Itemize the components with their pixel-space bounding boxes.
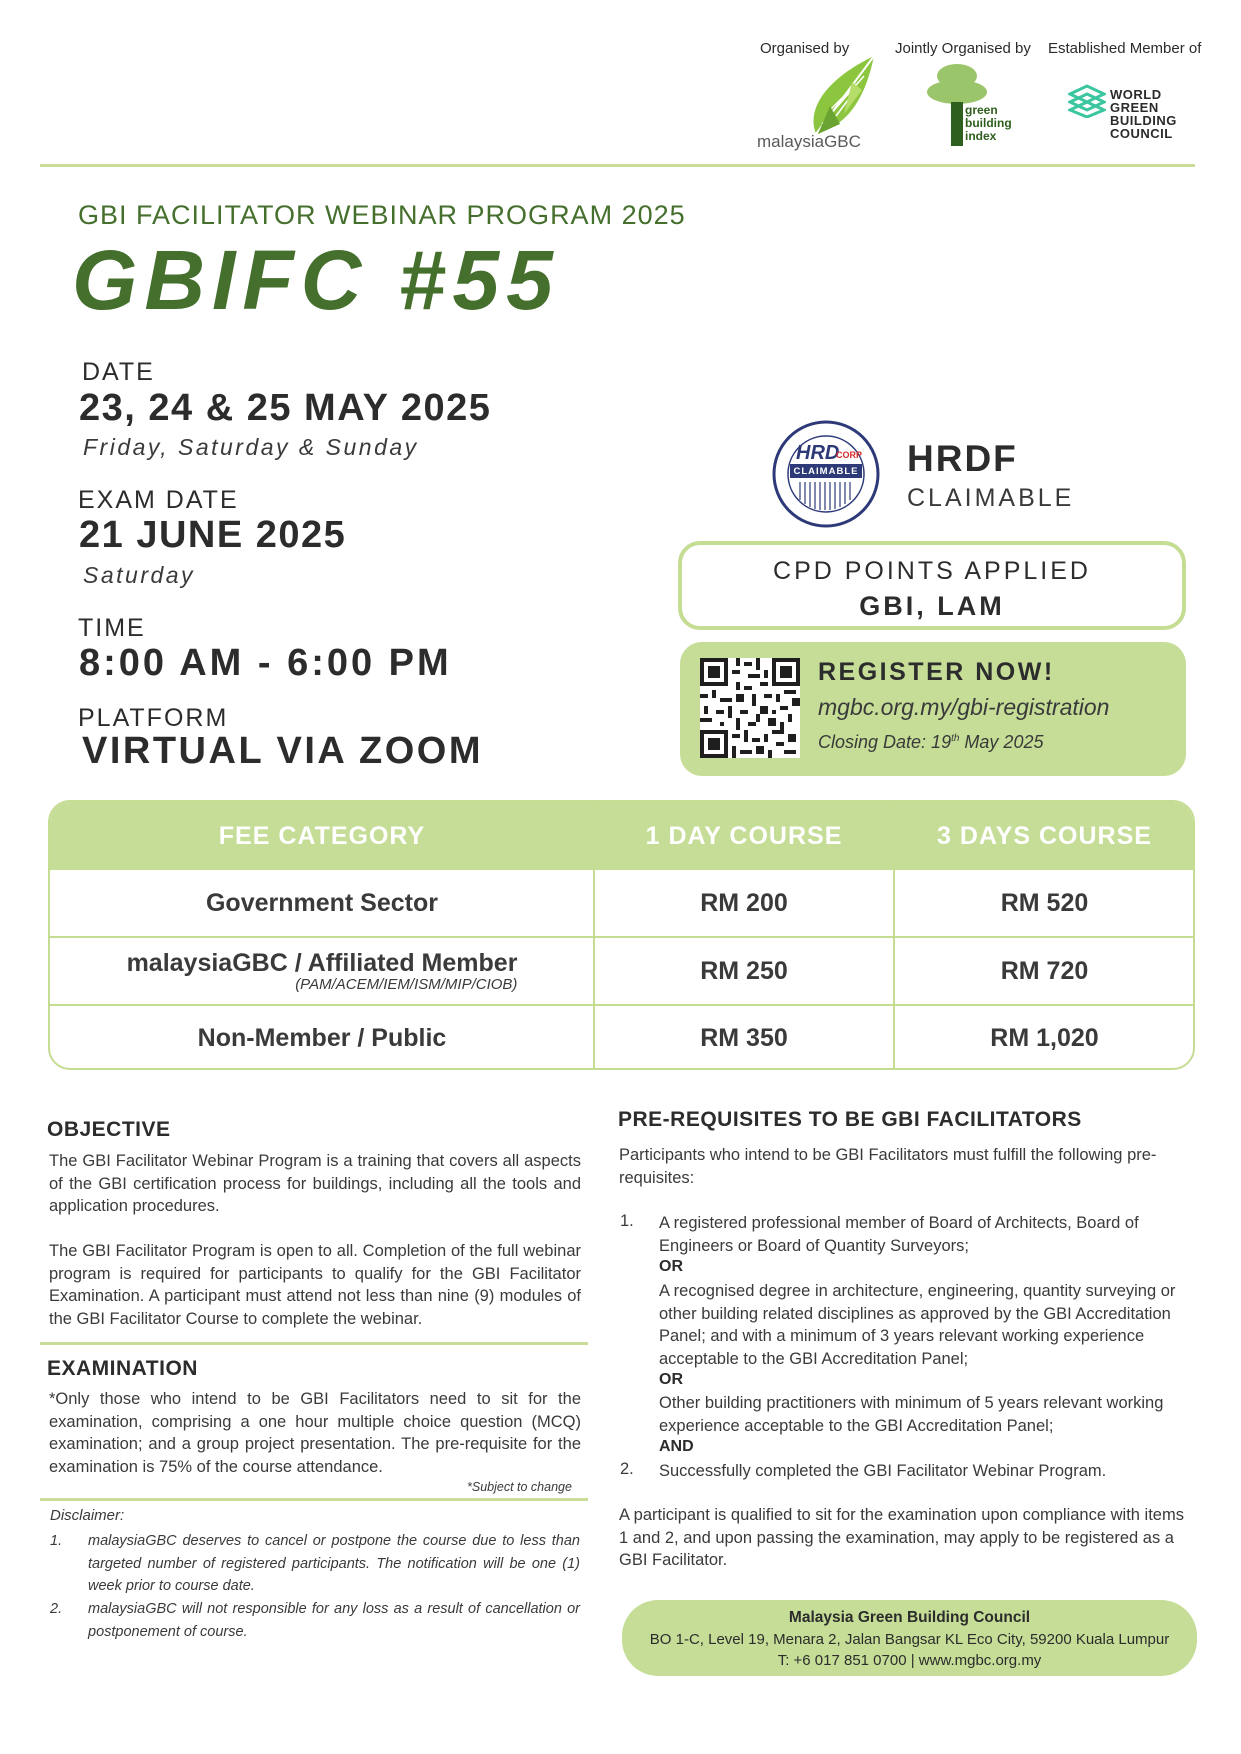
header-divider (40, 164, 1195, 167)
section-divider (40, 1342, 588, 1345)
wgbc-logo-text: WORLD GREEN BUILDING COUNCIL (1110, 87, 1177, 141)
fee-row-category: malaysiaGBC / Affiliated Member (PAM/ACEM/IEM/ISM/MIP/CIOB) (126, 949, 518, 993)
date-days: Friday, Saturday & Sunday (83, 434, 419, 460)
fee-row-three-days: RM 1,020 (990, 1023, 1099, 1052)
or-connector: OR (659, 1371, 683, 1388)
and-connector: AND (659, 1438, 694, 1455)
prerequisite-item-completed: Successfully completed the GBI Facilitator Webinar Program. (659, 1462, 1107, 1480)
event-code-title: GBIFC #55 (72, 233, 560, 327)
fee-table (48, 800, 1195, 1070)
registration-link[interactable]: mgbc.org.my/gbi-registration (818, 694, 1110, 720)
fee-row-one-day: RM 200 (700, 888, 788, 917)
examination-paragraph: *Only those who intend to be GBI Facilitators need to sit for the examination, comprising a one hour multiple choice question (MCQ) examination; and a group project presentation. The pre-requisite for the examination is 75% of the course attendance. (49, 1390, 581, 1476)
hrdf-badge-claimable: CLAIMABLE (793, 466, 859, 477)
hrdf-badge-corp: CORP (836, 450, 863, 460)
exam-date-label: EXAM DATE (78, 486, 239, 514)
or-connector: OR (659, 1258, 683, 1275)
contact-footer (622, 1600, 1197, 1676)
program-title: GBI FACILITATOR WEBINAR PROGRAM 2025 (78, 200, 686, 230)
footer-address: BO 1-C, Level 19, Menara 2, Jalan Bangsar KL Eco City, 59200 Kuala Lumpur (649, 1631, 1170, 1648)
malaysiagbc-logo (756, 54, 876, 154)
wgbc-mark-icon (1068, 84, 1106, 118)
green-building-index-logo (925, 62, 1012, 148)
fee-row-category: Government Sector (205, 888, 438, 917)
disclaimer-number: 1. (50, 1533, 63, 1549)
disclaimer-heading: Disclaimer: (50, 1507, 125, 1524)
hrdf-badge (772, 420, 880, 528)
exam-day: Saturday (83, 562, 196, 588)
register-now-title: REGISTER NOW! (818, 658, 1055, 686)
gbi-logo-text: green building index (965, 103, 1012, 143)
prerequisite-item-degree: A recognised degree in architecture, engineering, quantity surveying or other building related disciplines as approved by the GBI Accreditation Panel; and with a minimum of 3 years relevant working experience acceptable to the GBI Accreditation Panel; (659, 1282, 1176, 1368)
date-label: DATE (82, 358, 155, 386)
fee-header-category: FEE CATEGORY (218, 821, 426, 850)
platform-label: PLATFORM (78, 704, 229, 732)
examination-heading: EXAMINATION (47, 1357, 198, 1380)
time-label: TIME (78, 614, 146, 642)
closing-date: Closing Date: 19th May 2025 (818, 732, 1044, 752)
prerequisites-closing: A participant is qualified to sit for the examination upon compliance with items 1 and 2, and upon passing the examination, may apply to be registered as a GBI Facilitator. (619, 1506, 1184, 1569)
hrdf-title: HRDF (907, 438, 1018, 479)
prerequisite-item-practitioners: Other building practitioners with minimum of 5 years relevant working experience acceptable to the GBI Accreditation Panel; (659, 1394, 1164, 1435)
cpd-points-box (678, 541, 1186, 630)
platform-value: VIRTUAL VIA ZOOM (82, 730, 483, 772)
hrdf-badge-brand: HRD (796, 442, 840, 464)
fee-row-category: Non-Member / Public (197, 1023, 447, 1052)
register-box (680, 642, 1186, 776)
qr-code-icon (700, 658, 800, 758)
organised-by-label: Organised by (760, 40, 850, 57)
fee-header-three-days: 3 DAYS COURSE (937, 821, 1152, 850)
prerequisite-number: 1. (620, 1212, 634, 1230)
objective-heading: OBJECTIVE (47, 1118, 171, 1141)
fee-row-one-day: RM 350 (700, 1023, 788, 1052)
prerequisite-item-registered: A registered professional member of Board of Architects, Board of Engineers or Board of Quantity Surveyors; (659, 1214, 1139, 1255)
exam-date-value: 21 JUNE 2025 (79, 514, 347, 556)
registration-qr-code[interactable] (700, 658, 800, 763)
disclaimer-number: 2. (50, 1601, 63, 1617)
jointly-organised-label: Jointly Organised by (895, 40, 1031, 57)
footer-contact[interactable]: T: +6 017 851 0700 | www.mgbc.org.my (777, 1652, 1042, 1669)
cpd-points-bodies: GBI, LAM (859, 591, 1005, 621)
footer-org-name: Malaysia Green Building Council (788, 1609, 1031, 1626)
fee-row-one-day: RM 250 (700, 956, 788, 985)
prerequisite-number: 2. (620, 1460, 634, 1478)
fee-header-one-day: 1 DAY COURSE (645, 821, 843, 850)
prerequisites-intro: Participants who intend to be GBI Facilitators must fulfill the following pre-requisites: (619, 1146, 1157, 1187)
objective-paragraph-1: The GBI Facilitator Webinar Program is a training that covers all aspects of the GBI certification process for buildings, including all the tools and application procedures. (49, 1152, 581, 1215)
prerequisites-heading: PRE-REQUISITES TO BE GBI FACILITATORS (618, 1108, 1082, 1131)
hrdf-subtitle: CLAIMABLE (907, 484, 1075, 512)
established-member-label: Established Member of (1048, 40, 1202, 57)
malaysiagbc-logo-text: malaysiaGBC (757, 132, 861, 151)
world-gbc-logo (1068, 84, 1198, 144)
fee-row-three-days: RM 720 (1000, 956, 1089, 985)
affiliated-bodies: (PAM/ACEM/IEM/ISM/MIP/CIOB) (295, 976, 518, 993)
subject-to-change-note: *Subject to change (467, 1480, 572, 1494)
cpd-points-label: CPD POINTS APPLIED (773, 557, 1091, 585)
objective-paragraph-2: The GBI Facilitator Program is open to all. Completion of the full webinar program is required for participants to qualify for the GBI Facilitator Examination. A participant must attend not less than nine (9) modules of the GBI Facilitator Course to complete the webinar. (49, 1242, 581, 1328)
fee-row-three-days: RM 520 (1000, 888, 1089, 917)
section-divider (40, 1498, 588, 1501)
disclaimer-item: malaysiaGBC deserves to cancel or postpone the course due to less than targeted number of registered participants. The notification will be one (1) week prior to course date. (88, 1533, 580, 1594)
date-value: 23, 24 & 25 MAY 2025 (79, 387, 492, 429)
disclaimer-item: malaysiaGBC will not responsible for any loss as a result of cancellation or postponement of course. (88, 1601, 580, 1640)
time-value: 8:00 AM - 6:00 PM (79, 642, 452, 684)
